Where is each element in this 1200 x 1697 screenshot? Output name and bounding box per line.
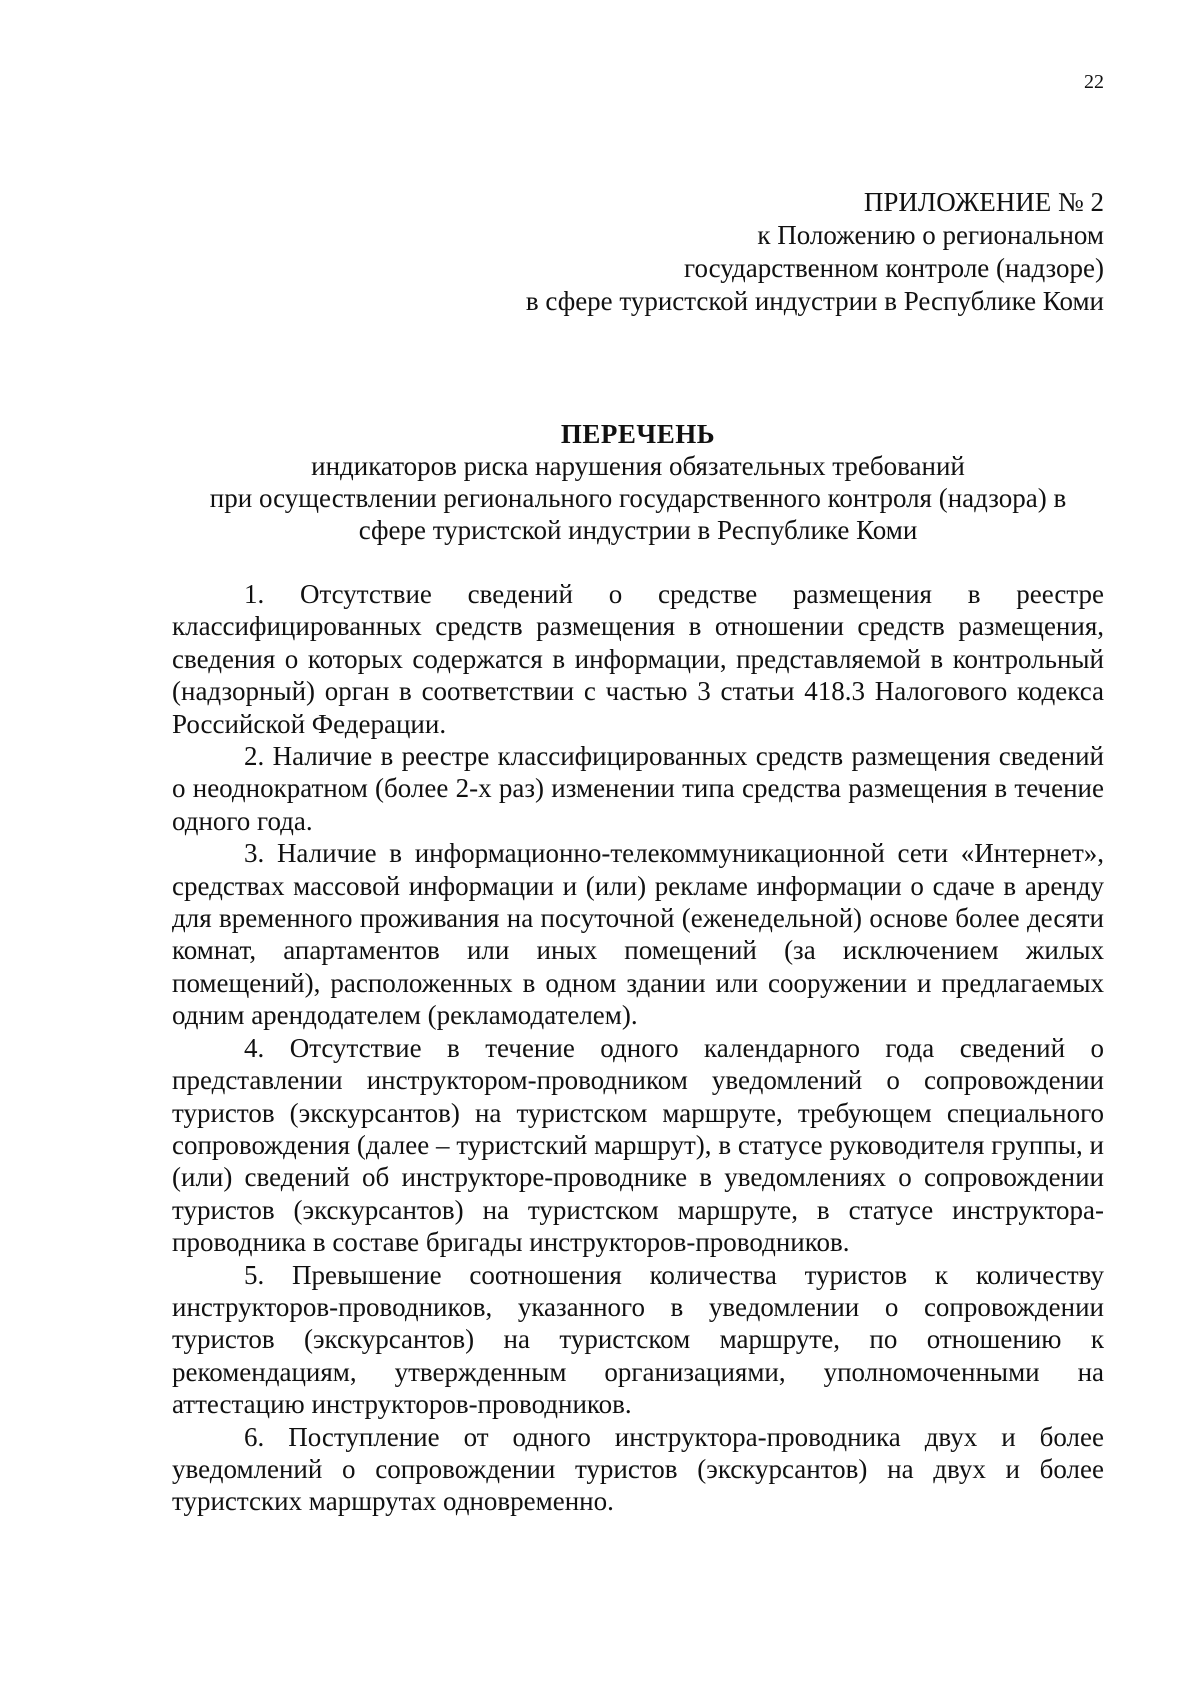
title-main: ПЕРЕЧЕНЬ (560, 419, 716, 449)
list-item: 6. Поступление от одного инструктора-проводника двух и более уведомлений о сопровождении туристов (экскурсантов) на двух и более туристских маршрутах одновременно. (172, 1421, 1104, 1517)
title-subtitle: при осуществлении регионального государственного контроля (надзора) в (209, 483, 1067, 513)
appendix-header (526, 186, 1104, 318)
list-item: 3. Наличие в информационно-телекоммуникационной сети «Интернет», средствах массовой информации и (или) рекламе информации о сдаче в аренду для временного проживания на посуточной (еженедельной) основе более десяти комнат, апартаментов или иных помещений (за исключением жилых помещений), расположенных в одном здании или сооружении и предлагаемых одним арендодателем (рекламодателем). (172, 838, 1104, 1031)
list-item: 2. Наличие в реестре классифицированных средств размещения сведений о неоднократном (более 2-х раз) изменении типа средства размещения в течение одного года. (172, 741, 1104, 836)
page-number: 22 (1084, 71, 1104, 93)
document-title (172, 418, 1104, 546)
document-body (172, 578, 1104, 1518)
title-subtitle: индикаторов риска нарушения обязательных требований (311, 451, 965, 481)
appendix-title: ПРИЛОЖЕНИЕ № 2 (863, 187, 1104, 217)
list-item: 1. Отсутствие сведений о средстве размещения в реестре классифицированных средств размещения в отношении средств размещения, сведения о которых содержатся в информации, представляемой в контрольный (надзорный) орган в соответствии с частью 3 статьи 418.3 Налогового кодекса Российской Федерации. (172, 579, 1104, 739)
appendix-line: в сфере туристской индустрии в Республике Коми (525, 286, 1104, 316)
appendix-line: к Положению о региональном (757, 220, 1104, 250)
list-item: 5. Превышение соотношения количества туристов к количеству инструкторов-проводников, указанного в уведомлении о сопровождении туристов (экскурсантов) на туристском маршруте, по отношению к рекомендациям, утвержденным организациями, уполномоченными на аттестацию инструкторов-проводников. (172, 1259, 1104, 1420)
title-subtitle: сфере туристской индустрии в Республике Коми (358, 515, 918, 545)
list-item: 4. Отсутствие в течение одного календарного года сведений о представлении инструктором-проводником уведомлений о сопровождении туристов (экскурсантов) на туристском маршруте, требующем специального сопровождения (далее – туристский маршрут), в статусе руководителя группы, и (или) сведений об инструкторе-проводнике в уведомлениях о сопровождении туристов (экскурсантов) на туристском маршруте, в статусе инструктора-проводника в составе бригады инструкторов-проводников. (172, 1032, 1104, 1258)
appendix-line: государственном контроле (надзоре) (684, 253, 1104, 283)
